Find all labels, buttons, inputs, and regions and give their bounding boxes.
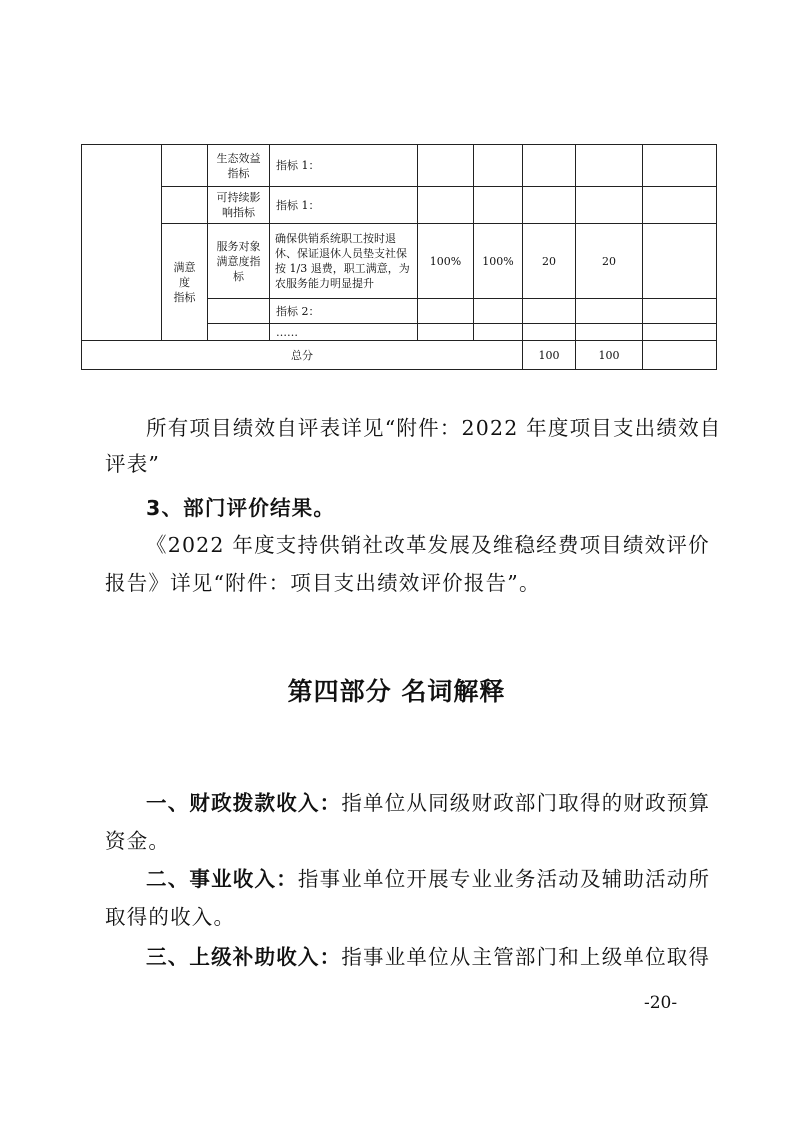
table-border [716,144,717,370]
definition-line: 资金。 [105,829,171,853]
item-cell: 指标 2： [276,304,320,318]
group-label: 满意 度 指标 [173,260,196,304]
item-cell: 确保供销系统职工按时退休、保证退休人员垫支社保按 1/3 退费，职工满意，为农服务能力明显提升 [275,232,410,290]
definition-line: 取得的收入。 [105,905,236,929]
definition-text: 指单位从同级财政部门取得的财政预算 [341,791,711,815]
total-score: 100 [598,348,620,362]
paragraph-line: 《2022 年度支持供销社改革发展及维稳经费项目绩效评价 [146,533,710,557]
table-rule [642,144,643,370]
definition-line [146,786,710,816]
table-border [81,369,717,370]
table-border [81,144,82,370]
section-heading: 3、部门评价结果。 [146,496,336,520]
paragraph-line: 评表” [105,452,161,476]
indicator-cell: 可持续影 响指标 [216,191,261,219]
definition-line [146,862,710,892]
table-rule [269,144,270,341]
definition-line [146,940,710,970]
item-cell: 指标 1： [276,198,320,212]
definition-term: 二、事业收入： [146,867,298,891]
page-title: 第四部分 名词解释 [287,677,506,706]
performance-table [81,144,717,370]
item-cell: …… [276,325,298,339]
weight-cell: 20 [542,254,556,268]
definition-text: 指事业单位从主管部门和上级单位取得 [341,945,711,969]
total-label: 总分 [291,348,313,362]
definition-term: 一、财政拨款收入： [146,791,342,815]
definition-text: 指事业单位开展专业业务活动及辅助活动所 [297,867,711,891]
score-cell: 20 [602,254,616,268]
actual-cell: 100% [482,254,514,268]
indicator-cell: 生态效益 指标 [216,151,261,180]
target-cell: 100% [429,254,462,268]
definition-term: 三、上级补助收入： [146,945,342,969]
page-number: -20- [644,993,678,1013]
indicator-cell: 服务对象 满意度指 标 [216,239,261,283]
total-weight: 100 [538,348,560,362]
paragraph-line: 所有项目绩效自评表详见“附件：2022 年度项目支出绩效自 [146,416,722,440]
paragraph-line: 报告》详见“附件：项目支出绩效评价报告”。 [105,571,541,595]
item-cell: 指标 1： [276,159,320,172]
